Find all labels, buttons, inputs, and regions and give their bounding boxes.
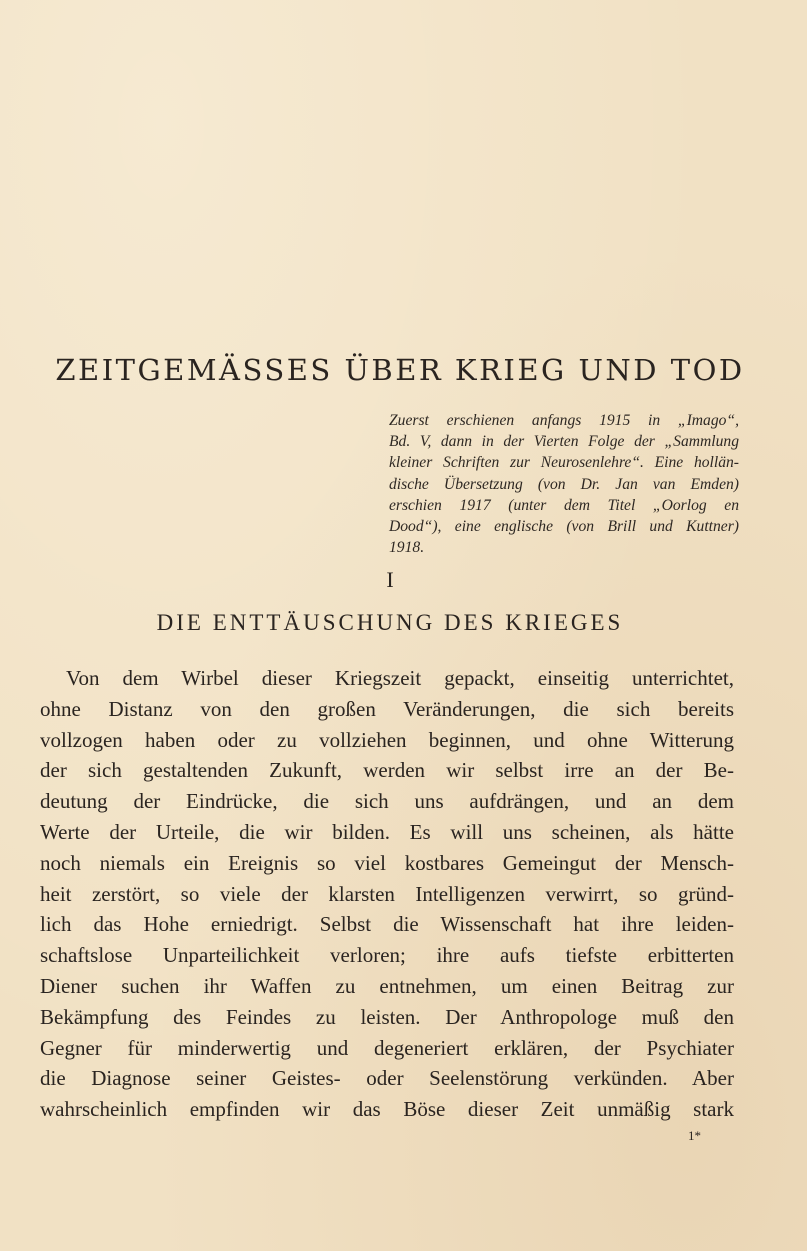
body-paragraph	[40, 663, 734, 1125]
note-line: Bd. V, dann in der Vierten Folge der „Sammlung	[389, 433, 739, 451]
essay-title: ZEITGEMÄSSES ÜBER KRIEG UND TOD	[55, 353, 745, 387]
body-line: lich das Hohe erniedrigt. Selbst die Wissenschaft hat ihre leiden-	[40, 912, 734, 937]
note-line: Zuerst erschienen anfangs 1915 in „Imago“,	[389, 412, 739, 429]
body-line: ohne Distanz von den großen Veränderungen, die sich bereits	[40, 696, 734, 721]
page-number: 1*	[688, 1128, 701, 1143]
body-line: Bekämpfung des Feindes zu leisten. Der Anthropologe muß den	[40, 1004, 734, 1029]
body-line: Werte der Urteile, die wir bilden. Es will uns scheinen, als hätte	[40, 819, 734, 844]
body-line: vollzogen haben oder zu vollziehen beginnen, und ohne Witterung	[40, 727, 734, 752]
body-line: der sich gestaltenden Zukunft, werden wir selbst irre an der Be-	[40, 758, 734, 783]
body-line: Von dem Wirbel dieser Kriegszeit gepackt, einseitig unterrichtet,	[66, 666, 734, 690]
body-line: deutung der Eindrücke, die sich uns aufdrängen, und an dem	[40, 789, 734, 814]
note-line: 1918.	[389, 539, 425, 557]
body-line: schaftslose Unparteilichkeit verloren; ihre aufs tiefste erbitterten	[40, 943, 734, 968]
body-line: die Diagnose seiner Geistes- oder Seelenstörung verkünden. Aber	[40, 1066, 734, 1091]
note-line: dische Übersetzung (von Dr. Jan van Emden)	[389, 475, 739, 493]
body-line: Gegner für minderwertig und degeneriert erklären, der Psychiater	[40, 1035, 734, 1060]
body-line: wahrscheinlich empfinden wir das Böse dieser Zeit unmäßig stark	[40, 1097, 734, 1122]
section-title: DIE ENTTÄUSCHUNG DES KRIEGES	[156, 610, 624, 635]
section-number: I	[386, 567, 394, 592]
body-line: noch niemals ein Ereignis so viel kostbares Gemeingut der Mensch-	[40, 850, 734, 875]
note-line: erschien 1917 (unter dem Titel „Oorlog en	[389, 496, 739, 514]
publication-note	[389, 410, 739, 558]
note-line: Dood“), eine englische (von Brill und Kuttner)	[389, 518, 739, 536]
body-line: Diener suchen ihr Waffen zu entnehmen, um einen Beitrag zur	[40, 973, 734, 998]
note-line: kleiner Schriften zur Neurosenlehre“. Eine hollän-	[389, 454, 739, 472]
body-line: heit zerstört, so viele der klarsten Intelligenzen verwirrt, so gründ-	[40, 881, 734, 906]
